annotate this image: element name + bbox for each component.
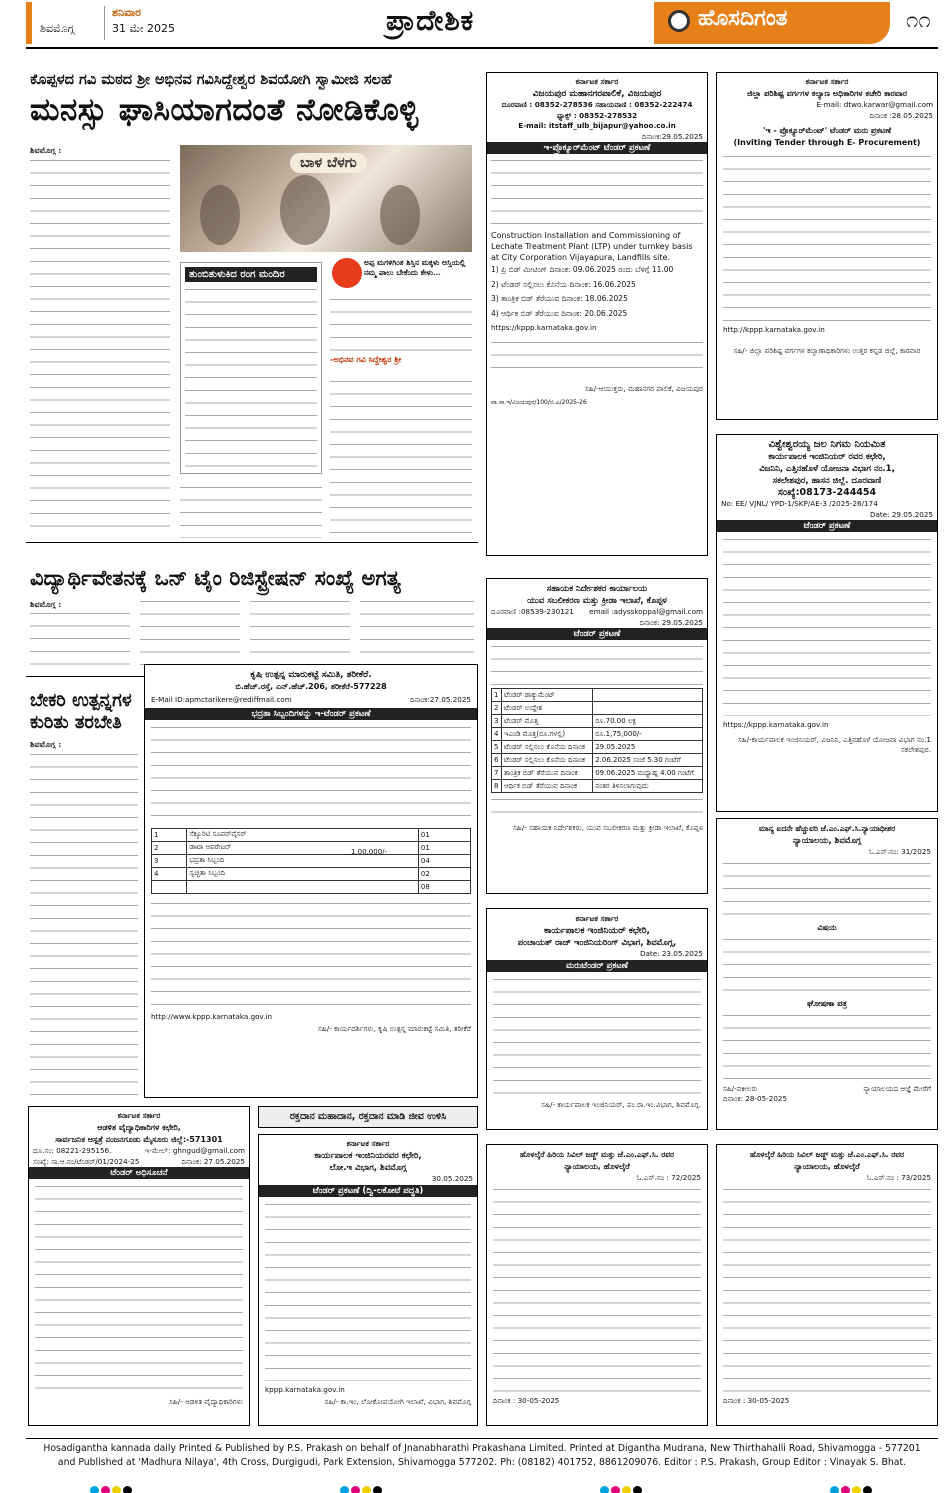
ad-pwd-sub: ಲೋ.ಇ ವಿಭಾಗ, ಶಿವಮೊಗ್ಗ — [329, 1163, 407, 1173]
tarikere-table-row: 4 ಸ್ವಚ್ಛತಾ ಸಿಬ್ಬಂದಿ 02 — [152, 867, 471, 880]
ad-karwar-email: E-mail: dtwo.karwar@gmail.com — [816, 100, 933, 109]
ad-karwar-subtitle: (Inviting Tender through E- Procurement) — [733, 138, 921, 147]
masthead-accent-bar — [26, 2, 32, 44]
tarikere-table-row-total: 08 — [152, 880, 471, 893]
story1-sidebar — [180, 262, 322, 474]
ad-vjnl-place: ಸಕಲೇಶಪುರ, ಹಾಸನ ಜಿಲ್ಲೆ. ದೂರವಾಣಿ — [772, 476, 882, 486]
ad-tarikere-amount: 1,00,000/- — [351, 847, 388, 856]
imprint-line-2: and Published at 'Madhura Nilaya', 4th Cross, Durgigudi, Park Extension, Shivamogga 577202. Ph: (08182) 401752, 8861209076. Editor : P.S. Prakash, Group Editor : Vinayak S. Bhat. — [57, 1457, 907, 1468]
koppal-table-row: 8 ಆರ್ಥಿಕ ಬಿಡ್ ತೆರೆಯುವ ದಿನಾಂಕ ನಂತರ ತಿಳಿಸಲಾಗುವುದು — [492, 780, 703, 793]
ad-tarikere-text-2 — [151, 900, 471, 1010]
ad-vjnl-division: ವಿಜನಿನಿ, ಎತ್ತಿನಹೊಳೆ ಯೋಜನಾ ವಿಭಾಗ ನಂ.1, — [759, 464, 895, 474]
story-divider — [26, 542, 478, 543]
ad-court1-case: ಓ.ಎಸ್.ನಂ: 31/2025 — [869, 847, 931, 856]
ad-bijapur-work: Construction Installation and Commissioning of Lechate Treatment Plant (LTP) under turnkey basis at City Corporation Vijayapura, Landfills site. — [491, 231, 693, 262]
ad-court1-sub: ನ್ಯಾಯಾಲಯ, ಶಿವಮೊಗ್ಗ — [792, 836, 862, 846]
ad-panchayat-office: ಕಾರ್ಯಪಾಲಕ ಇಂಜಿನಿಯರ್ ಕಛೇರಿ, — [544, 926, 650, 936]
ad-koppal-email: email :adysskoppal@gmail.com — [589, 607, 703, 616]
ad-bijapur-d1: 1) ಪ್ರಿ ಬಿಡ್ ಮೀಟಿಂಗ್ ದಿನಾಂಕ: 09.06.2025 ರಂದು ಬೆಳಿಗ್ಗೆ 11.00 — [491, 265, 674, 274]
masthead — [26, 2, 938, 46]
ad-court3-text — [723, 1186, 931, 1394]
masthead-rule — [26, 47, 938, 49]
story1-column-3 — [330, 378, 472, 536]
story3-dateline: ಶಿವಮೊಗ್ಗ : — [30, 739, 62, 749]
ad-court1-text-2 — [723, 936, 931, 996]
ad-koppal — [486, 578, 708, 894]
ad-mysore-email: ಇ-ಮೇಲ್: ghngud@gmail.com — [144, 1146, 245, 1155]
ad-bijapur-text-2 — [491, 339, 703, 379]
ad-pwd-sign: ಸಹಿ/- ಕಾ.ಇಂ, ಲೋಕೋಪಯೋಗಿ ಇಲಾಖೆ, ವಿಭಾಗ, ಶಿವಮೊಗ್ಗ — [324, 1397, 471, 1406]
ad-court3-sub: ನ್ಯಾಯಾಲಯ, ಹೊಳಲ್ಕೆರೆ — [794, 1162, 860, 1171]
imprint-footer — [26, 1438, 938, 1474]
ad-vjnl-site: https://kppp.karnataka.gov.in — [723, 720, 829, 729]
ad-koppal-phone: ದೂರವಾಣಿ :08539-230121 — [491, 607, 574, 616]
ad-bijapur-site: https://kppp.karnataka.gov.in — [491, 323, 597, 332]
masthead-divider — [104, 6, 105, 40]
story1-text-lines — [30, 157, 170, 537]
ad-mysore-hospital — [28, 1106, 250, 1426]
ad-pwd-site: kppp.karnataka.gov.in — [265, 1384, 345, 1394]
story1-headline: ಮನಸ್ಸು ಘಾಸಿಯಾಗದಂತೆ ನೋಡಿಕೊಳ್ಳಿ — [30, 92, 419, 128]
story1-subhead: ತುಂಬಿತುಳುಕಿದ ರಂಗ ಮಂದಿರ — [185, 267, 317, 282]
ad-pwd-text — [265, 1201, 471, 1381]
ad-tarikere-text — [151, 724, 471, 824]
ad-court1-date: ದಿನಾಂಕ: 28-05-2025 — [723, 1094, 788, 1103]
ad-bijapur-d4: 4) ಆರ್ಥಿಕ ಬಿಡ್ ತೆರೆಯುವ ದಿನಾಂಕ: 20.06.2025 — [491, 308, 628, 318]
imprint-line-1: Hosadigantha kannada daily Printed & Published by P.S. Prakash on behalf of Jnanabharathi Prakashana Limited. Printed at Digantha Mudrana, New Thirthahalli Road, Shivamogga - 577201 — [43, 1443, 921, 1454]
story1-column-1 — [30, 144, 170, 538]
ad-bijapur-date: ದಿನಾಂಕ:29.05.2025 — [641, 131, 703, 141]
ad-vjnl-title: ವಿಶ್ವೇಶ್ವರಯ್ಯ ಜಲ ನಿಗಮ ನಿಯಮಿತ — [768, 439, 886, 450]
story1-quote: ಅಪ್ಪ ಮಗಳಿಗಿಂತ ಶಿಸ್ತಿನ ಮಕ್ಕಳು ಆಸ್ತಿಯಲ್ಲಿ ನಮ್ಮ ಪಾಲು ಬೇಕೆಂದು ಕೇಳು... — [364, 258, 466, 277]
story2-headline: ವಿದ್ಯಾರ್ಥಿವೇತನಕ್ಕೆ ಒನ್ ಟೈಂ ರಿಜಿಸ್ಟ್ರೇಷನ್ ಸಂಖ್ಯೆ ಅಗತ್ಯ — [30, 566, 401, 590]
ad-bijapur — [486, 72, 708, 556]
story1-quote-box — [330, 258, 472, 370]
ad-vjnl — [716, 434, 938, 812]
registration-marks-3 — [600, 1480, 644, 1492]
ad-karwar-office: ಜಿಲ್ಲಾ ಪರಿಶಿಷ್ಟ ವರ್ಗಗಳ ಕಲ್ಯಾಣ ಅಧಿಕಾರಿಗಳ ಕಚೇರಿ ಕಾರವಾರ — [747, 89, 907, 98]
ad-court2-text — [493, 1186, 701, 1394]
koppal-table-row: 5 ಟೆಂಡರ್ ಸಲ್ಲಿಸಲು ಕೊನೆಯ ದಿನಾಂಕ 29.05.2025 — [492, 741, 703, 754]
ad-pwd — [258, 1134, 478, 1426]
ad-vjnl-phone: ಸಂಖ್ಯೆ:08173-244454 — [777, 487, 877, 498]
ad-mysore-office: ಆಡಳಿತ ವೈದ್ಯಾಧಿಕಾರಿಗಳ ಕಛೇರಿ, — [97, 1123, 181, 1132]
ad-court3-title: ಹೊಳಲ್ಕೆರೆ ಹಿರಿಯ ಸಿವಿಲ್ ಜಡ್ಜ್ ಮತ್ತು ಜೆ.ಎಂ.ಎಫ್.ಸಿ. ರವರ — [750, 1150, 904, 1159]
ad-vjnl-date: Date: 29.05.2025 — [869, 509, 933, 519]
ad-bijapur-bar: ಇ-ಪ್ರೊಕ್ಯೂರ್‌ಮೆಂಟ್ ಟೆಂಡರ್ ಪ್ರಕಟಣೆ — [487, 142, 707, 154]
ad-koppal-sub: ಯುವ ಸಬಲೀಕರಣ ಮತ್ತು ಕ್ರೀಡಾ ಇಲಾಖೆ, ಕೊಪ್ಪಳ — [527, 596, 667, 606]
page-number: ೧೧ — [906, 8, 931, 33]
ad-bijapur-d2: 2) ಟೆಂಡರ್ ಸಲ್ಲಿಸಲು ಕೊನೆಯ ದಿನಾಂಕ: 16.06.2025 — [491, 279, 636, 289]
ad-tarikere-bar: ಭದ್ರತಾ ಸಿಬ್ಬಂದಿಗಳನ್ನು ಇ-ಟೆಂಡರ್ ಪ್ರಕಟಣೆ — [145, 708, 477, 720]
ad-bijapur-ref: ವಾ.ಸಾ.ಇ/ವಿಜಯಪುರ/100/ಬಿ.ಎ/2025-26 — [491, 399, 587, 406]
ad-panchayat-bar: ಮರುಟೆಂಡರ್ ಪ್ರಕಟಣೆ — [487, 960, 707, 972]
story1-column-2 — [180, 484, 322, 538]
ad-panchayat-text — [493, 976, 701, 1096]
story2-dateline: ಶಿವಮೊಗ್ಗ : — [30, 599, 62, 609]
ad-mysore-bar: ಟೆಂಡರ್ ಅಧಿಸೂಚನೆ — [29, 1167, 249, 1179]
ad-pwd-office: ಕಾರ್ಯಪಾಲಕ ಇಂಜಿನಿಯರವರ ಕಛೇರಿ, — [314, 1151, 422, 1161]
story1-dateline: ಶಿವಮೊಗ್ಗ : — [30, 145, 62, 155]
masthead-date: 31 ಮೇ 2025 — [112, 22, 176, 35]
blood-donation-banner: ರಕ್ತದಾನ ಮಹಾದಾನ, ರಕ್ತದಾನ ಮಾಡಿ ಜೀವ ಉಳಿಸಿ — [258, 1106, 478, 1128]
ad-court3-case: ಓ.ಎಸ್.ನಂ : 73/2025 — [866, 1173, 931, 1182]
ad-karwar-date: ದಿನಾಂಕ :28.05.2025 — [869, 110, 933, 120]
koppal-table-row: 1 ಟೆಂಡರ್ ಡಾಕ್ಯುಮೆಂಟ್ — [492, 689, 703, 702]
ad-vjnl-sign: ಸಹಿ/-ಕಾರ್ಯಪಾಲಕ ಇಂಜಿನಿಯರ್, ವಿಜನಿನಿ, ಎತ್ತಿನಹೊಳೆ ಯೋಜನಾ ವಿಭಾಗ ನಂ.1 ಸಕಲೇಶಪುರ. — [737, 734, 931, 754]
ad-bijapur-text — [491, 157, 703, 227]
ad-bijapur-email: E-mail: itstaff_ulb_bijapur@yahoo.co.in — [518, 121, 676, 130]
ad-panchayat-date: Date: 23.05.2025 — [639, 949, 703, 958]
ad-mysore-date: ದಿನಾಂಕ: 27.05.2025 — [181, 1156, 245, 1166]
ad-bijapur-office: ವಿಜಯಪುರ ಮಹಾನಗರಪಾಲಿಕೆ, ವಿಜಯಪುರ — [532, 89, 662, 99]
ad-pwd-govt: ಕರ್ನಾಟಕ ಸರ್ಕಾರ — [346, 1139, 390, 1148]
ad-karwar-govt: ಕರ್ನಾಟಕ ಸರ್ಕಾರ — [805, 77, 849, 86]
photo-banner-text: ಬಾಳ ಬೆಳಗು — [290, 153, 367, 173]
ad-mysore-sign: ಸಹಿ/- ಆಡಳಿತ ವೈದ್ಯಾಧಿಕಾರಿಗಳು — [169, 1397, 243, 1406]
ad-koppal-sign: ಸಹಿ/- ಸಹಾಯಕ ನಿರ್ದೇಶಕರು, ಯುವ ಸಬಲೀಕರಣ ಮತ್ತು ಕ್ರೀಡಾ ಇಲಾಖೆ, ಕೊಪ್ಪಳ — [513, 823, 703, 832]
story1-quote-author: -ಅಭಿನವ ಗವಿ ಸಿದ್ದೇಶ್ವರ ಶ್ರೀ — [330, 354, 402, 364]
ad-pwd-date: 30.05.2025 — [431, 1174, 473, 1183]
koppal-table-row: 4 ಇಎಂಡಿ ಮೊತ್ತ(ರೂ.ಗಳಲ್ಲಿ) ರೂ.1,75,000/- — [492, 728, 703, 741]
ad-court-3 — [716, 1144, 938, 1426]
ad-court-1 — [716, 818, 938, 1130]
ad-vjnl-text — [723, 536, 931, 716]
ad-tarikere-email: E-Mail ID:apmctarikere@rediffmail.com — [151, 695, 292, 704]
ad-panchayat-sign: ಸಹಿ/- ಕಾರ್ಯಪಾಲಕ ಇಂಜಿನಿಯರ್, ಪಂ.ರಾ.ಇಂ.ವಿಭಾಗ, ಶಿವಮೊಗ್ಗ. — [541, 1099, 701, 1109]
story3-body — [30, 738, 138, 1100]
tarikere-table-row: 1 ಸೆಕ್ಯೂರಿಟಿ ಸೂಪರ್‌ವೈಸರ್ 01 — [152, 828, 471, 841]
ad-mysore-govt: ಕರ್ನಾಟಕ ಸರ್ಕಾರ — [117, 1111, 161, 1120]
ad-vjnl-no: No: EE/ VJNL/ YPD-1/SKP/AE-3 /2025-26/174 — [721, 499, 878, 508]
koppal-table-row: 6 ಟೆಂಡರ್ ಸಲ್ಲಿಸಲು ಕೊನೆಯ ದಿನಾಂಕ 2.06.2025 ಸಂಜೆ 5.30 ಗಂಟೆಗೆ — [492, 754, 703, 767]
ad-court2-date: ದಿನಾಂಕ : 30-05-2025 — [493, 1395, 560, 1405]
ad-karwar — [716, 72, 938, 420]
ad-tarikere-table — [151, 828, 471, 894]
ad-bijapur-govt: ಕರ್ನಾಟಕ ಸರ್ಕಾರ — [575, 77, 619, 86]
registration-marks-1 — [90, 1480, 134, 1492]
ad-court1-text-3 — [723, 1012, 931, 1082]
story1-photo — [180, 145, 472, 252]
section-title: ಪ್ರಾದೇಶಿಕ — [386, 4, 475, 37]
koppal-table-row: 2 ಟೆಂಡರ್ ಉದ್ದೇಶ — [492, 702, 703, 715]
logo-sun-icon — [668, 10, 690, 32]
ad-tarikere-sign: ಸಹಿ/- ಕಾರ್ಯದರ್ಶಿಗಳು, ಕೃಷಿ ಉತ್ಪನ್ನ ಮಾರುಕಟ್ಟೆ ಸಮಿತಿ, ತರೀಕೆರೆ — [317, 1024, 471, 1033]
story3-headline-2: ಕುರಿತು ತರಬೇತಿ — [30, 712, 122, 733]
tarikere-table-row: 3 ಭದ್ರತಾ ಸಿಬ್ಬಂದಿ 04 — [152, 854, 471, 867]
story1-sidebar-lines — [185, 286, 317, 472]
ad-court2-case: ಓ.ಎಸ್.ನಂ : 72/2025 — [636, 1173, 701, 1182]
ad-vjnl-bar: ಟೆಂಡರ್ ಪ್ರಕಟಣೆ — [717, 520, 937, 532]
ad-koppal-table — [491, 688, 703, 793]
ad-koppal-date: ದಿನಾಂಕ: 29.05.2025 — [639, 617, 703, 627]
ad-bijapur-d3: 3) ತಾಂತ್ರಿಕ ಬಿಡ್ ತೆರೆಯುವ ದಿನಾಂಕ: 18.06.2025 — [491, 294, 628, 303]
koppal-table-row: 3 ಟೆಂಡರ್ ಮೊತ್ತ ರೂ.70.00 ಲಕ್ಷ — [492, 715, 703, 728]
ad-court1-title: ಮಾನ್ಯ ಐದನೇ ಹೆಚ್ಚುವರಿ ಜೆ.ಎಂ.ಎಫ್.ಸಿ.ನ್ಯಾಯಾಧೀಶರ — [758, 824, 896, 833]
ad-karwar-text — [723, 153, 931, 321]
registration-marks-2 — [340, 1480, 384, 1492]
ad-koppal-text-2 — [491, 796, 703, 820]
masthead-place: ಶಿವಮೊಗ್ಗ — [40, 22, 75, 35]
quote-icon — [332, 258, 362, 288]
ad-mysore-sub: ಸಾರ್ವಜನಿಕ ಆಸ್ಪತ್ರೆ ನಂಜನಗೂಡು ಮೈಸೂರು ಜಿಲ್ಲೆ:-571301 — [55, 1135, 223, 1144]
ad-court3-date: ದಿನಾಂಕ : 30-05-2025 — [723, 1395, 790, 1405]
ad-tarikere-title: ಕೃಷಿ ಉತ್ಪನ್ನ ಮಾರುಕಟ್ಟೆ ಸಮಿತಿ, ತರೀಕೆರೆ. — [250, 670, 372, 680]
ad-koppal-title: ಸಹಾಯಕ ನಿರ್ದೇಶಕರ ಕಾರ್ಯಾಲಯ — [546, 584, 648, 594]
ad-court1-sign-left: ಸಹಿ/-ವಕೀಲರು — [723, 1083, 758, 1093]
ad-court2-sub: ನ್ಯಾಯಾಲಯ, ಹೊಳಲ್ಕೆರೆ — [564, 1162, 630, 1171]
ad-koppal-text — [491, 643, 703, 685]
masthead-day: ಶನಿವಾರ — [112, 6, 141, 19]
koppal-table-row: 7 ತಾಂತ್ರಿಕ ಬಿಡ್ ತೆರೆಯುವ ದಿನಾಂಕ 09.06.2025 ಮಧ್ಯಾಹ್ನ 4.00 ಗಂಟೆಗೆ — [492, 767, 703, 780]
ad-bijapur-phone: ದೂರವಾಣಿ : 08352-278536 ಸಹಾಯವಾಣಿ : 08352-222474 — [501, 100, 693, 109]
ad-karwar-sign: ಸಹಿ/- ಜಿಲ್ಲಾ ಪರಿಶಿಷ್ಟ ವರ್ಗಗಳ ಕಲ್ಯಾಣಾಧಿಕಾರಿಗಳು ಉತ್ತರ ಕನ್ನಡ ಜಿಲ್ಲೆ, ಕಾರವಾರ — [733, 345, 921, 355]
ad-court1-section: ವಿಷಯ — [817, 922, 837, 932]
paper-logo — [654, 2, 890, 44]
ad-court1-text — [723, 860, 931, 920]
ad-panchayat — [486, 908, 708, 1130]
ad-karwar-title: 'ಇ - ಪ್ರೊಕ್ಯೂರ್‌ಮೆಂಟ್' ಟೆಂಡರ್ ಮರು ಪ್ರಕಟಣೆ — [762, 126, 892, 135]
ad-court1-section2: ಘೋಷಣಾ ಪತ್ರ — [807, 998, 847, 1008]
ad-mysore-text — [35, 1183, 243, 1393]
ad-court2-title: ಹೊಳಲ್ಕೆರೆ ಹಿರಿಯ ಸಿವಿಲ್ ಜಡ್ಜ್ ಮತ್ತು ಜೆ.ಎಂ.ಎಫ್.ಸಿ. ರವರ — [520, 1150, 674, 1159]
ad-bijapur-fax: ಫ್ಯಾಕ್ಸ್ : 08352-278532 — [556, 110, 638, 120]
ad-panchayat-sub: ಪಂಚಾಯತ್ ರಾಜ್ ಇಂಜಿನಿಯರಿಂಗ್ ವಿಭಾಗ, ಶಿವಮೊಗ್ಗ, — [517, 938, 677, 948]
story2-body — [30, 598, 474, 672]
ad-bijapur-sign: ಸಹಿ/-ಆಯುಕ್ತರು, ಮಹಾನಗರ ಪಾಲಿಕೆ, ವಿಜಯಪುರ — [585, 383, 703, 393]
ad-tarikere-site: http://www.kppp.karnataka.gov.in — [151, 1011, 273, 1021]
ad-tarikere — [144, 664, 478, 1098]
ad-court1-sign-right: ನ್ಯಾಯಾಲಯದ ಆಜ್ಞೆ ಮೇರೆಗೆ — [863, 1083, 931, 1093]
ad-court-2 — [486, 1144, 708, 1426]
ad-mysore-phone: ದೂ.ಸಂ: 08221-295156. — [33, 1146, 112, 1155]
ad-vjnl-office: ಕಾರ್ಯಪಾಲಕ ಇಂಜಿನಿಯರ್ ರವರ ಕಛೇರಿ, — [768, 452, 886, 462]
ad-panchayat-govt: ಕರ್ನಾಟಕ ಸರ್ಕಾರ — [575, 914, 619, 923]
registration-marks-4 — [830, 1480, 874, 1492]
ad-tarikere-date: ದಿನಾಂಕ:27.05.2025 — [409, 695, 471, 704]
tarikere-table-row: 2 ಡಾಟಾ ಆಪರೇಟರ್ 01 — [152, 841, 471, 854]
ad-pwd-bar: ಟೆಂಡರ್ ಪ್ರಕಟಣೆ (ದ್ವಿ-ಲಕೋಟೆ ಪದ್ಧತಿ) — [259, 1185, 477, 1197]
ad-karwar-site: http://kppp.karnataka.gov.in — [723, 325, 825, 334]
ad-koppal-bar: ಟೆಂಡರ್ ಪ್ರಕಟಣೆ — [487, 628, 707, 640]
ad-tarikere-sub: ಬಿ.ಹೆಚ್.ರಸ್ತೆ, ಎನ್.ಹೆಚ್.206, ತರೀಕೆರೆ-577228 — [235, 682, 387, 691]
ad-mysore-ref: ಸಂಖ್ಯೆ: ಸಾ.ಆ.ನಂ/ಟೆಂಡರ್/01/2024-25 — [33, 1156, 140, 1166]
story1-kicker: ಕೊಪ್ಪಳದ ಗವಿ ಮಠದ ಶ್ರೀ ಅಭಿನವ ಗವಿಸಿದ್ದೇಶ್ವರ ಶಿವಯೋಗಿ ಸ್ವಾಮೀಜಿ ಸಲಹೆ — [30, 72, 392, 88]
story3-headline-1: ಬೇಕರಿ ಉತ್ಪನ್ನಗಳ — [30, 690, 132, 711]
story1-quote-lines — [330, 296, 472, 354]
paper-name: ಹೊಸದಿಗಂತ — [698, 6, 788, 31]
